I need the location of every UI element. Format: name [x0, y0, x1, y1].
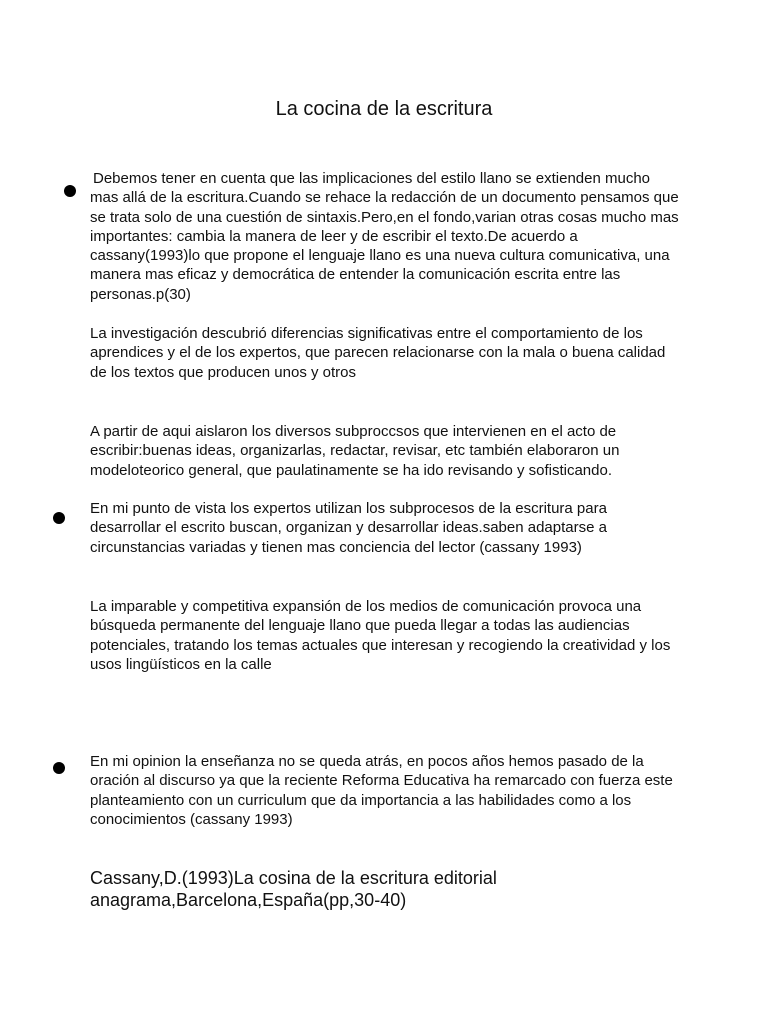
bibliographic-reference: Cassany,D.(1993)La cosina de la escritura editorial anagrama,Barcelona,España(pp,30-40) [90, 868, 497, 910]
bullet-marker-3 [53, 762, 65, 774]
paragraph-6: En mi opinion la enseñanza no se queda atrás, en pocos años hemos pasado de la oración al discurso ya que la reciente Reforma Educativa ha remarcado con fuerza este planteamiento con un curriculum que da importancia a las habilidades como a los conocimientos (cassany 1993) [90, 753, 673, 828]
paragraph-5: La imparable y competitiva expansión de los medios de comunicación provoca una búsqueda permanente del lenguaje llano que pueda llegar a todas las audiencias potenciales, tratando los temas actuales que interesan y recogiendo la creatividad y los usos lingüísticos en la calle [90, 598, 671, 673]
bullet-marker-2 [53, 512, 65, 524]
paragraph-1: Debemos tener en cuenta que las implicaciones del estilo llano se extienden mucho mas allá de la escritura.Cuando se rehace la redacción de un documento pensamos que se trata solo de una cuestión de sintaxis.Pero,en el fondo,varian otras cosas mucho mas importantes: cambia la manera de leer y de escribir el texto.De acuerdo a cassany(1993)lo que propone el lenguaje llano es una nueva cultura comunicativa, una manera mas eficaz y democrática de entender la comunicación escrita entre las personas.p(30) [90, 170, 679, 303]
bullet-marker-1 [64, 185, 76, 197]
paragraph-3: A partir de aqui aislaron los diversos subproccsos que intervienen en el acto de escribir:buenas ideas, organizarlas, redactar, revisar, etc también elaboraron un modeloteorico general, que paulatinamente se ha ido revisando y sofisticando. [90, 423, 620, 479]
paragraph-4: En mi punto de vista los expertos utilizan los subprocesos de la escritura para desarrollar el escrito buscan, organizan y desarrollar ideas.saben adaptarse a circunstancias variadas y tienen mas conciencia del lector (cassany 1993) [90, 500, 607, 556]
paragraph-2: La investigación descubrió diferencias significativas entre el comportamiento de los aprendices y el de los expertos, que parecen relacionarse con la mala o buena calidad de los textos que producen unos y otros [90, 325, 666, 381]
document-title: La cocina de la escritura [275, 98, 493, 120]
